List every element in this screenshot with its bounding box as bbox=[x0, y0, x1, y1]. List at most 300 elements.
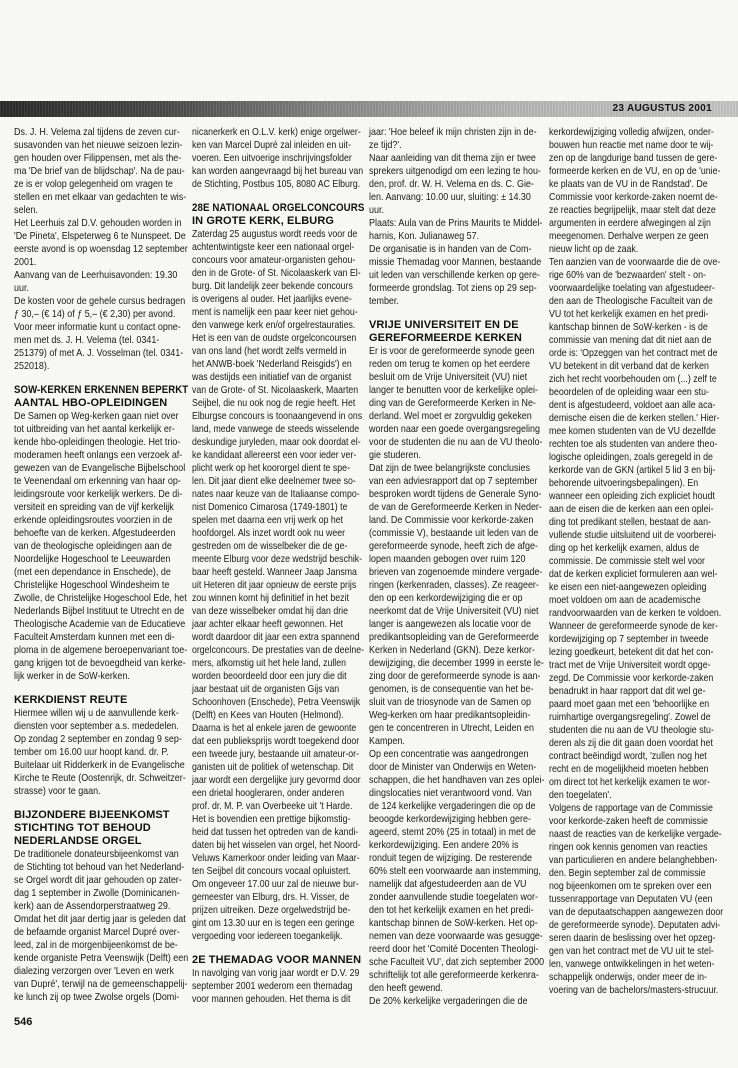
text-line: 251379) of met A. J. Vosselman (tel. 0341- bbox=[14, 347, 184, 359]
heading-line: 28E NATIONAAL ORGELCONCOURS bbox=[192, 202, 365, 214]
text-line: daten bij het wisselen van orgel, het Noord- bbox=[192, 839, 361, 851]
text-line: een drietal hoogleraren, onder anderen bbox=[192, 787, 345, 799]
text-line: nemen van deze voorwaarde was gesugge- bbox=[369, 930, 543, 942]
text-line: kantschap binnen de SoW-kerken. Het op- bbox=[369, 917, 538, 929]
text-line: zou winnen komt hij definitief in het bezit bbox=[192, 592, 349, 604]
text-line: kordewijziging op 7 september in tweede bbox=[549, 633, 709, 645]
heading-line: GEREFORMEERDE KERKEN bbox=[369, 332, 522, 344]
paragraph bbox=[369, 462, 544, 748]
text-line: tember om 16.00 uur hoopt kand. dr. P. bbox=[14, 746, 169, 758]
text-line: sluit van de triosynode van de Samen op bbox=[369, 696, 531, 708]
text-line: den toegelaten'. bbox=[549, 789, 612, 801]
text-line: Daarna is het al enkele jaren de gewoonte bbox=[192, 722, 357, 734]
column-2 bbox=[192, 126, 364, 1006]
page-number: 546 bbox=[14, 1016, 33, 1028]
text-line: De traditionele donateursbijeenkomst van bbox=[14, 848, 179, 860]
text-line: Wanneer de gereformeerde synode de ker- bbox=[549, 620, 718, 632]
text-line: kerk) aan de Assendorperstraatweg 29. bbox=[14, 900, 171, 912]
text-line: Kirche te Reute (Oostenrijk, dr. Schweitzer- bbox=[14, 772, 186, 784]
text-line: de van de Gereformeerde Kerken in Neder- bbox=[369, 501, 542, 513]
text-line: beoogde kerkordewijziging hebben gere- bbox=[369, 813, 531, 825]
text-line: genomen, is de consequentie van het be- bbox=[369, 683, 534, 695]
text-line: concours voor amateur-organisten gehou- bbox=[192, 254, 356, 266]
text-line: namelijk dat afgestudeerden aan de VU bbox=[369, 878, 527, 890]
text-line: ken van Marcel Dupré zal inleiden en uit- bbox=[192, 139, 351, 151]
text-line: rechten toe als studenten van andere theo- bbox=[549, 438, 718, 450]
text-line: meente Elburg voor deze wedstrijd beschik- bbox=[192, 553, 363, 565]
text-line: 2001. bbox=[14, 256, 37, 268]
text-line: 'De Pineta', Elspeterweg 6 te Nunspeet. De bbox=[14, 230, 186, 242]
text-line: paard moet gaan met een 'behoorlijke en bbox=[549, 698, 710, 710]
text-line: orde is: 'Opzeggen van het contract met de bbox=[549, 347, 718, 359]
text-line: nates naar keuze van de Italiaanse compo- bbox=[192, 488, 360, 500]
text-line: ringen (kerkenraden, classes). Ze reageer- bbox=[369, 579, 539, 591]
text-line: 252018). bbox=[14, 360, 50, 372]
text-line: den tot het kerkelijk examen en het predi- bbox=[369, 904, 534, 916]
text-line: ze is er volop gelegenheid om vragen te bbox=[14, 178, 173, 190]
text-line: van de Grote- of St. Nicolaaskerk, Maarten bbox=[192, 384, 359, 396]
text-line: sche Faculteit VU', dat zich september 2000 bbox=[369, 956, 545, 968]
article-heading bbox=[14, 694, 188, 707]
text-line: ringen ook kennis genomen van reacties bbox=[549, 841, 708, 853]
text-line: dat een publieksprijs wordt toegekend door bbox=[192, 735, 360, 747]
text-line: De 20% kerkelijke vergaderingen die de bbox=[369, 995, 528, 1007]
text-line: vullende studie uitsluitend uit de voorberei- bbox=[549, 529, 717, 541]
text-line: Het Leerhuis zal D.V. gehouden worden in bbox=[14, 217, 182, 229]
text-line: prof. dr. M. P. van Overbeeke uit 't Harde. bbox=[192, 800, 353, 812]
text-line: nog bijeenkomen om te spreken over een bbox=[549, 880, 712, 892]
text-line: dialezing verzorgen over 'Leven en werk bbox=[14, 965, 175, 977]
text-line: vergoeding voor iedereen toegankelijk. bbox=[192, 930, 343, 942]
text-line: gemeester van Elburg, drs. H. Visser, de bbox=[192, 891, 350, 903]
text-line: land. De Commissie voor kerkorde-zaken bbox=[369, 514, 534, 526]
text-line: Plaats: Aula van de Prins Maurits te Middel- bbox=[369, 217, 543, 229]
paragraph bbox=[369, 152, 544, 217]
text-line: randvoorwaarden van de kerken te voldoen. bbox=[549, 607, 722, 619]
text-line: kan worden aangevraagd bij het bureau van bbox=[192, 165, 364, 177]
text-line: Aanvang van de Leerhuisavonden: 19.30 bbox=[14, 269, 178, 281]
text-line: den, prof. dr. W. H. Velema en ds. C. Gie- bbox=[369, 178, 534, 190]
text-line: ke plaats van de VU in de Randstad'. De bbox=[549, 178, 708, 190]
text-line: van deze wisselbeker omdat hij dan drie bbox=[192, 605, 348, 617]
text-line: argumenten in eerdere afwegingen al zijn bbox=[549, 217, 711, 229]
paragraph bbox=[549, 802, 723, 997]
text-line: demische eisen die de kerken stellen.' Hier- bbox=[549, 412, 720, 424]
text-line: ze reacties begrijpelijk, maar stelt dat deze bbox=[549, 204, 716, 216]
article-heading bbox=[14, 384, 188, 410]
text-line: ke eisen een niet-aangewezen opleiding bbox=[549, 581, 707, 593]
article-heading bbox=[369, 319, 544, 345]
paragraph bbox=[369, 243, 544, 308]
text-line: lijk werker in de SoW-kerken. bbox=[14, 670, 130, 682]
text-line: Om ongeveer 17.00 uur zal de nieuwe bur- bbox=[192, 878, 359, 890]
text-line: ronduit tegen de wijziging. De resterende bbox=[369, 852, 532, 864]
article-heading bbox=[14, 809, 188, 848]
text-line: land, mede vanwege de steeds wisselende bbox=[192, 423, 360, 435]
text-line: besluit om de Vrije Universiteit (VU) niet bbox=[369, 371, 528, 383]
text-line: uur. bbox=[369, 204, 384, 216]
paragraph bbox=[14, 913, 188, 1004]
text-line: Seijbel, die nu ook nog de regie heeft. Het bbox=[192, 397, 356, 409]
text-line: deskundige juryleden, maar ook doordat el- bbox=[192, 436, 361, 448]
text-line: seren daarin de beslissing over het opzeg- bbox=[549, 932, 716, 944]
text-line: schappen, die het handhaven van zes oplei- bbox=[369, 774, 545, 786]
text-line: stellen en met elkaar van gedachten te wis- bbox=[14, 191, 187, 203]
paragraph bbox=[192, 126, 364, 191]
paragraph bbox=[14, 126, 188, 217]
paragraph bbox=[192, 967, 364, 1006]
text-line: ding op het kerkelijk examen, aldus de bbox=[549, 542, 700, 554]
text-line: den in de Grote- of St. Nicolaaskerk van El- bbox=[192, 267, 361, 279]
text-line: kantschap binnen de SoW-kerken - is de bbox=[549, 321, 708, 333]
text-line: voeren. Een uitvoerige inschrijvingsfolder bbox=[192, 152, 352, 164]
paragraph bbox=[369, 217, 544, 243]
text-line: se Orgel wordt dit jaar gehouden op zater- bbox=[14, 874, 182, 886]
text-line: gen te concentreren in Utrecht, Leiden en bbox=[369, 722, 534, 734]
text-line: dingslocaties niet verantwoord vond. Van bbox=[369, 787, 532, 799]
text-line: formeerde grondslag. Tot ziens op 29 sep- bbox=[369, 282, 537, 294]
text-line: (met een dependance in Enschede), de bbox=[14, 566, 171, 578]
text-line: sprekers uitgenodigd om een lezing te hou- bbox=[369, 165, 541, 177]
paragraph bbox=[369, 345, 544, 462]
article-heading bbox=[192, 202, 364, 228]
text-line: benadrukt in haar rapport dat dit wel ge- bbox=[549, 685, 706, 697]
text-line: Schoonhoven (Enschede), Petra Veenswijk bbox=[192, 696, 361, 708]
text-line: De kosten voor de gehele cursus bedragen bbox=[14, 295, 186, 307]
text-line: gereformeerde synode, heeft zich de afge- bbox=[369, 540, 538, 552]
paragraph bbox=[14, 217, 188, 269]
text-line: eerste avond is op woensdag 12 september bbox=[14, 243, 188, 255]
text-line: Voor meer informatie kunt u contact opne- bbox=[14, 321, 181, 333]
text-line: formeerde kerken en de VU, en op de 'unie- bbox=[549, 165, 721, 177]
text-line: voering van de bachelors/masters-strucuur. bbox=[549, 984, 719, 996]
paragraph bbox=[14, 707, 188, 798]
text-line: plicht werk op het koororgel dient te spe- bbox=[192, 462, 350, 474]
paragraph bbox=[549, 620, 723, 802]
text-line: 60% stelt een voorwaarde aan instemming, bbox=[369, 865, 541, 877]
text-line: voor mannen gehouden. Het thema is dit bbox=[192, 993, 351, 1005]
text-line: In navolging van vorig jaar wordt er D.V. 29 bbox=[192, 967, 360, 979]
text-line: den vanwege kerk en/of orgelrestauraties. bbox=[192, 319, 356, 331]
text-line: rige 60% van de 'bezwaarden' stelt - on- bbox=[549, 269, 706, 281]
text-line: dag 1 september in Zwolle (Dominicanen- bbox=[14, 887, 180, 899]
text-line: recht en de mogelijkheid moeten hebben bbox=[549, 763, 709, 775]
heading-line: VRIJE UNIVERSITEIT EN DE bbox=[369, 319, 519, 331]
text-line: beoordelen of de opleiding waar een stu- bbox=[549, 386, 709, 398]
text-line: zegd. De Commissie voor kerkorde-zaken bbox=[549, 672, 714, 684]
text-line: len, vanwege ontwikkelingen in het weten- bbox=[549, 958, 715, 970]
text-line: selen. bbox=[14, 204, 38, 216]
text-line: zen op de langdurige band tussen de gere- bbox=[549, 152, 718, 164]
text-line: gint om 13.30 uur en is tegen een geringe bbox=[192, 917, 355, 929]
header-band bbox=[0, 101, 738, 117]
text-line: bouwen hun reactie met name door te wij- bbox=[549, 139, 714, 151]
text-line: logische opleidingen, zoals geregeld in de bbox=[549, 451, 713, 463]
paragraph bbox=[192, 228, 364, 943]
text-line: predikantsopleiding van de Gereformeerde bbox=[369, 631, 539, 643]
text-line: ageerd, stemt 20% (25 in totaal) in met de bbox=[369, 826, 536, 838]
text-line: het ANWB-boek 'Nederland Reisgids') en bbox=[192, 358, 352, 370]
text-line: gie studeren. bbox=[369, 449, 421, 461]
text-line: reden om terug te komen op het eerdere bbox=[369, 358, 530, 370]
heading-line: 2E THEMADAG VOOR MANNEN bbox=[192, 954, 362, 966]
text-line: diensten voor september a.s. mededelen. bbox=[14, 720, 179, 732]
text-line: baar heeft gesteld. Wanneer Jaap Jansma bbox=[192, 566, 357, 578]
text-line: spelen met daarna een vrij werk op het bbox=[192, 514, 344, 526]
text-line: jaar bestaat uit de organisten Gijs van bbox=[192, 683, 340, 695]
text-line: commissie. De commissie stelt wel voor bbox=[549, 555, 705, 567]
text-line: lezing goedkeurt, betekent dit dat het con- bbox=[549, 646, 714, 658]
text-line: de Stichting tot behoud van het Nederland- bbox=[14, 861, 185, 873]
text-line: de 124 kerkelijke vergaderingen die op de bbox=[369, 800, 536, 812]
text-line: worden naar een goede overgangsregeling bbox=[369, 423, 540, 435]
text-line: de gereformeerde synode). Deputaten advi- bbox=[549, 919, 721, 931]
text-line: Ten aanzien van de voorwaarde die de ove- bbox=[549, 256, 721, 268]
text-line: den heeft gewend. bbox=[369, 982, 443, 994]
text-line: VU betekent in dit verband dat de kerken bbox=[549, 360, 709, 372]
text-line: lopen maanden gebogen over ruim 120 bbox=[369, 553, 526, 565]
text-line: jaar: 'Hoe beleef ik mijn christen zijn in de- bbox=[369, 126, 537, 138]
text-line: Het is een van de oudste orgelconcoursen bbox=[192, 332, 357, 344]
text-line: Nederlands Bijbel Instituut te Utrecht en de bbox=[14, 605, 185, 617]
text-line: derland. Wel moet er zorgvuldig gekeken bbox=[369, 410, 532, 422]
text-line: langer is aangewezen als locatie voor de bbox=[369, 618, 531, 630]
text-line: Veluws Kamerkoor onder leiding van Maar- bbox=[192, 852, 360, 864]
text-line: Kerken in Nederland (GKN). Deze kerkor- bbox=[369, 644, 535, 656]
text-line: kerkordewijziging volledig afwijzen, onder- bbox=[549, 126, 714, 138]
text-line: harnis, Kon. Julianaweg 57. bbox=[369, 230, 480, 242]
text-line: gestreden om de wisselbeker die de ge- bbox=[192, 540, 348, 552]
text-line: susavonden van het nieuwe seizoen lezin- bbox=[14, 139, 183, 151]
paragraph bbox=[14, 321, 188, 373]
text-line: nieuw licht op de zaak. bbox=[549, 243, 639, 255]
text-line: moderamen heeft onlangs een verzoek af- bbox=[14, 449, 183, 461]
text-line: achtentwintigste keer een nationaal orgel- bbox=[192, 241, 355, 253]
text-line: ma 'De brief van de blijdschap'. Na de pau- bbox=[14, 165, 185, 177]
heading-line: BIJZONDERE BIJEENKOMST bbox=[14, 809, 170, 821]
text-line: Christelijke Hogeschool Windesheim te bbox=[14, 579, 170, 591]
text-line: zonder aanvullende studie toegelaten wor- bbox=[369, 891, 538, 903]
text-line: len. Dit jaar dient elke deelnemer twee so- bbox=[192, 475, 356, 487]
text-line: om direct tot het kerkelijk examen te wor- bbox=[549, 776, 710, 788]
text-line: Buitelaar uit Ridderkerk in de Evangelische bbox=[14, 759, 185, 771]
paragraph bbox=[14, 269, 188, 295]
text-line: Kampen. bbox=[369, 735, 405, 747]
text-line: Theologische Academie van de Educatieve bbox=[14, 618, 186, 630]
text-line: jaar wordt een dergelijke jury gevormd door bbox=[192, 774, 361, 786]
text-line: een tweede jury, bestaande uit amateur-or- bbox=[192, 748, 360, 760]
text-line: VU tot het kerkelijk examen en het predi- bbox=[549, 308, 709, 320]
text-line: wordt daardoor dit jaar een extra spannend bbox=[192, 631, 360, 643]
text-line: burg. Dit landelijk zeer bekende concours bbox=[192, 280, 353, 292]
text-line: Elburgse concours is toonaangevend in ons bbox=[192, 410, 363, 422]
text-line: ke lunch zij op twee Zwolse orgels (Domi- bbox=[14, 991, 180, 1003]
text-line: prijzen uitreiken. Deze orgelwedstrijd be- bbox=[192, 904, 351, 916]
text-line: uit leden van verschillende kerken op gere- bbox=[369, 269, 540, 281]
text-line: Zaterdag 25 augustus wordt reeds voor de bbox=[192, 228, 358, 240]
text-line: kende organiste Petra Veenswijk (Delft) een bbox=[14, 952, 189, 964]
text-line: behorende uitvoeringsbepalingen). En bbox=[549, 477, 699, 489]
text-line: dat de kerken expliciet formuleren aan wel- bbox=[549, 568, 718, 580]
text-line: voorwaardelijke toelating van afgestudeer- bbox=[549, 282, 715, 294]
text-line: kerkordewijziging. Een andere 20% is bbox=[369, 839, 519, 851]
text-line: studenten die nu aan de VU theologie stu- bbox=[549, 724, 714, 736]
text-line: ding tot predikant stellen, bestaat de aan- bbox=[549, 516, 711, 528]
text-line: van particulieren en andere belanghebben- bbox=[549, 854, 718, 866]
text-line: Het is bovendien een prettige bijkomstig- bbox=[192, 813, 351, 825]
paragraph bbox=[549, 126, 723, 256]
text-line: van de deputaatschappen aangewezen door bbox=[549, 906, 724, 918]
paragraph bbox=[369, 748, 544, 995]
text-line: van een adviesrapport dat op 7 september bbox=[369, 475, 538, 487]
text-line: door de Minister van Onderwijs en Weten- bbox=[369, 761, 537, 773]
heading-line: KERKDIENST REUTE bbox=[14, 694, 128, 706]
text-line: nicanerkerk en O.L.V. kerk) enige orgelwer- bbox=[192, 126, 361, 138]
text-line: Op een concentratie was aangedrongen bbox=[369, 748, 529, 760]
text-line: den. Begin september zal de commissie bbox=[549, 867, 706, 879]
text-line: moet voldoen om aan de academische bbox=[549, 594, 701, 606]
text-line: worden beoordeeld door een jury die dit bbox=[192, 670, 347, 682]
text-line: naast de reacties van de kerkelijke vergade- bbox=[549, 828, 722, 840]
heading-line: AANTAL HBO-OPLEIDINGEN bbox=[14, 397, 168, 409]
text-line: deren als zij die dit gaan doen voordat het bbox=[549, 737, 713, 749]
text-line: ke kandidaat allereerst een voor ieder ver- bbox=[192, 449, 357, 461]
heading-line: NEDERLANDSE ORGEL bbox=[14, 835, 142, 847]
paragraph bbox=[549, 256, 723, 620]
text-line: ten Seijbel dit concours vocaal opluistert. bbox=[192, 865, 351, 877]
column-4 bbox=[549, 126, 723, 997]
paragraph bbox=[14, 295, 188, 321]
text-line: ganisten uit de politiek of wetenschap. Dit bbox=[192, 761, 354, 773]
text-line: ding van de Gereformeerde Kerken in Ne- bbox=[369, 397, 536, 409]
text-line: tember. bbox=[369, 295, 399, 307]
text-line: ment is namelijk een paar keer niet gehou- bbox=[192, 306, 358, 318]
text-line: voor kerkorde-zaken heeft de commissie bbox=[549, 815, 708, 827]
text-line: de befaamde organist Marcel Dupré over- bbox=[14, 926, 180, 938]
column-1 bbox=[14, 126, 188, 1004]
text-line: van ons land (het wordt zelfs vermeld in bbox=[192, 345, 347, 357]
article-heading bbox=[192, 954, 364, 967]
text-line: dent is afgestudeerd, voldoet aan alle aca- bbox=[549, 399, 716, 411]
text-line: Naar aanleiding van dit thema zijn er twee bbox=[369, 152, 536, 164]
paragraph bbox=[369, 126, 544, 152]
text-line: versiteit en spreiding van de vijf kerkelijk bbox=[14, 501, 174, 513]
text-line: reerd door het 'Comité Docenten Theologi- bbox=[369, 943, 539, 955]
text-line: behoefte van de kerken. Afgestudeerden bbox=[14, 527, 176, 539]
text-line: was destijds een initiatief van de organist bbox=[192, 371, 352, 383]
text-line: dewijziging, die december 1999 in eerste le- bbox=[369, 657, 544, 669]
text-line: mee komen studenten van de VU dezelfde bbox=[549, 425, 716, 437]
text-line: schriftelijk tot alle gereformeerde kerkenra- bbox=[369, 969, 539, 981]
heading-line: STICHTING TOT BEHOUD bbox=[14, 822, 151, 834]
text-line: hoofdorgel. Als inzet wordt ook nu weer bbox=[192, 527, 346, 539]
text-line: strasse) voor te gaan. bbox=[14, 785, 101, 797]
text-line: ƒ 30,– (€ 14) of ƒ 5,– (€ 2,30) per avond. bbox=[14, 308, 176, 320]
text-line: zich het recht voorbehouden om (...) zelf te bbox=[549, 373, 717, 385]
text-line: tussenrapportage van Deputaten VU (een bbox=[549, 893, 713, 905]
text-line: den op een kerkordewijziging die er op bbox=[369, 592, 523, 604]
text-line: zing door de gereformeerde synode is aan- bbox=[369, 670, 541, 682]
text-line: den aan de Theologische Faculteit van de bbox=[549, 295, 713, 307]
text-line: schappelijk onderwijs, onder meer de in- bbox=[549, 971, 707, 983]
text-line: van de theologische opleidingen aan de bbox=[14, 540, 172, 552]
text-line: Ds. J. H. Velema zal tijdens de zeven cur- bbox=[14, 126, 180, 138]
text-line: uit Heteren dit jaar opnieuw de eerste prijs bbox=[192, 579, 357, 591]
text-line: De organisatie is in handen van de Com- bbox=[369, 243, 532, 255]
text-line: jaar achter elkaar heeft gewonnen. Het bbox=[192, 618, 344, 630]
text-line: langer te benutten voor de kerkelijke oplei- bbox=[369, 384, 538, 396]
text-line: neerkomt dat de Vrije Universiteit (VU) niet bbox=[369, 605, 539, 617]
text-line: mers, afkomstig uit het hele land, zullen bbox=[192, 657, 347, 669]
text-line: ze tijd?'. bbox=[369, 139, 402, 151]
text-line: Commissie voor kerkorde-zaken noemt de- bbox=[549, 191, 718, 203]
text-line: te Veenendaal om erkenning van haar op- bbox=[14, 475, 181, 487]
text-line: ruimhartige overgangsregeling'. Zowel de bbox=[549, 711, 711, 723]
column-3 bbox=[369, 126, 544, 1008]
heading-line: SOW-KERKEN ERKENNEN BEPERKT bbox=[14, 384, 189, 396]
text-line: Omdat het dit jaar dertig jaar is geleden dat bbox=[14, 913, 186, 925]
paragraph bbox=[14, 410, 188, 683]
text-line: september 2001 wederom een themadag bbox=[192, 980, 353, 992]
text-line: besproken wordt tijdens de Generale Syno- bbox=[369, 488, 542, 500]
text-line: gewezen van de Evangelische Bijbelschool bbox=[14, 462, 186, 474]
text-line: tot uitbreiding van het aantal kerkelijk er- bbox=[14, 423, 175, 435]
text-line: gen houden over Filippensen, met als the- bbox=[14, 152, 182, 164]
text-line: men met ds. J. H. Velema (tel. 0341- bbox=[14, 334, 160, 346]
text-line: Dat zijn de twee belangrijkste conclusies bbox=[369, 462, 530, 474]
text-line: kende hbo-opleidingen theologie. Het trio- bbox=[14, 436, 181, 448]
text-line: de Stichting, Postbus 105, 8080 AC Elburg. bbox=[192, 178, 361, 190]
text-line: Hiermee willen wij u de aanvullende kerk- bbox=[14, 707, 179, 719]
text-line: Er is voor de gereformeerde synode geen bbox=[369, 345, 535, 357]
text-line: leed, zal in de morgenbijeenkomst de be- bbox=[14, 939, 178, 951]
heading-line: IN GROTE KERK, ELBURG bbox=[192, 215, 335, 227]
text-line: gen van het contract met de VU uit te stel- bbox=[549, 945, 714, 957]
paragraph bbox=[14, 848, 188, 913]
text-line: aan de eisen die de kerken aan een oplei- bbox=[549, 503, 714, 515]
text-line: tract met de Vrije Universiteit wordt opge- bbox=[549, 659, 711, 671]
text-line: heid dat tussen het optreden van de kandi- bbox=[192, 826, 359, 838]
text-line: wanneer een opleiding zich expliciet houdt bbox=[549, 490, 715, 502]
text-line: (commissie V), bestaande uit leden van de bbox=[369, 527, 539, 539]
text-line: brieven van zogenoemde mindere vergade- bbox=[369, 566, 543, 578]
text-line: van Dupré', terwijl na de gemeenschappelij- bbox=[14, 978, 188, 990]
text-line: commissie van mening dat dit niet aan de bbox=[549, 334, 712, 346]
text-line: voor de studenten die nu aan de VU theolo- bbox=[369, 436, 543, 448]
text-line: ploma in de algemene beroepenvariant toe- bbox=[14, 644, 188, 656]
text-line: (Delft) en Kees van Houten (Helmond). bbox=[192, 709, 344, 721]
text-line: gang krijgen tot de bevoegdheid van kerke- bbox=[14, 657, 186, 669]
text-line: De Samen op Weg-kerken gaan niet over bbox=[14, 410, 179, 422]
text-line: leidingsroute voor kerkelijk werkers. De di- bbox=[14, 488, 183, 500]
text-line: kerkorde van de GKN (artikel 5 lid 3 en bij- bbox=[549, 464, 716, 476]
text-line: Op zondag 2 september en zondag 9 sep- bbox=[14, 733, 182, 745]
text-line: Weg-kerken om haar predikantsopleidin- bbox=[369, 709, 531, 721]
text-line: meegenomen. Derhalve werpen ze geen bbox=[549, 230, 709, 242]
text-line: uur. bbox=[14, 282, 29, 294]
text-line: contract beëindigd wordt, 'zullen nog het bbox=[549, 750, 707, 762]
text-line: Noordelijke Hogeschool te Leeuwarden bbox=[14, 553, 171, 565]
text-line: nist Domenico Cimarosa (1749-1801) te bbox=[192, 501, 348, 513]
text-line: Zwolle, de Christelijke Hogeschool Ede, het bbox=[14, 592, 187, 604]
paragraph bbox=[369, 995, 544, 1008]
text-line: erkende opleidingsroutes voorzien in de bbox=[14, 514, 173, 526]
text-line: orgelconcours. De prestaties van de deelne- bbox=[192, 644, 365, 656]
text-line: Volgens de rapportage van de Commissie bbox=[549, 802, 713, 814]
text-line: Faculteit Amsterdam kunnen met een di- bbox=[14, 631, 175, 643]
text-line: is overigens al ouder. Het jaarlijks evene- bbox=[192, 293, 352, 305]
text-line: missie Themadag voor Mannen, bestaande bbox=[369, 256, 542, 268]
